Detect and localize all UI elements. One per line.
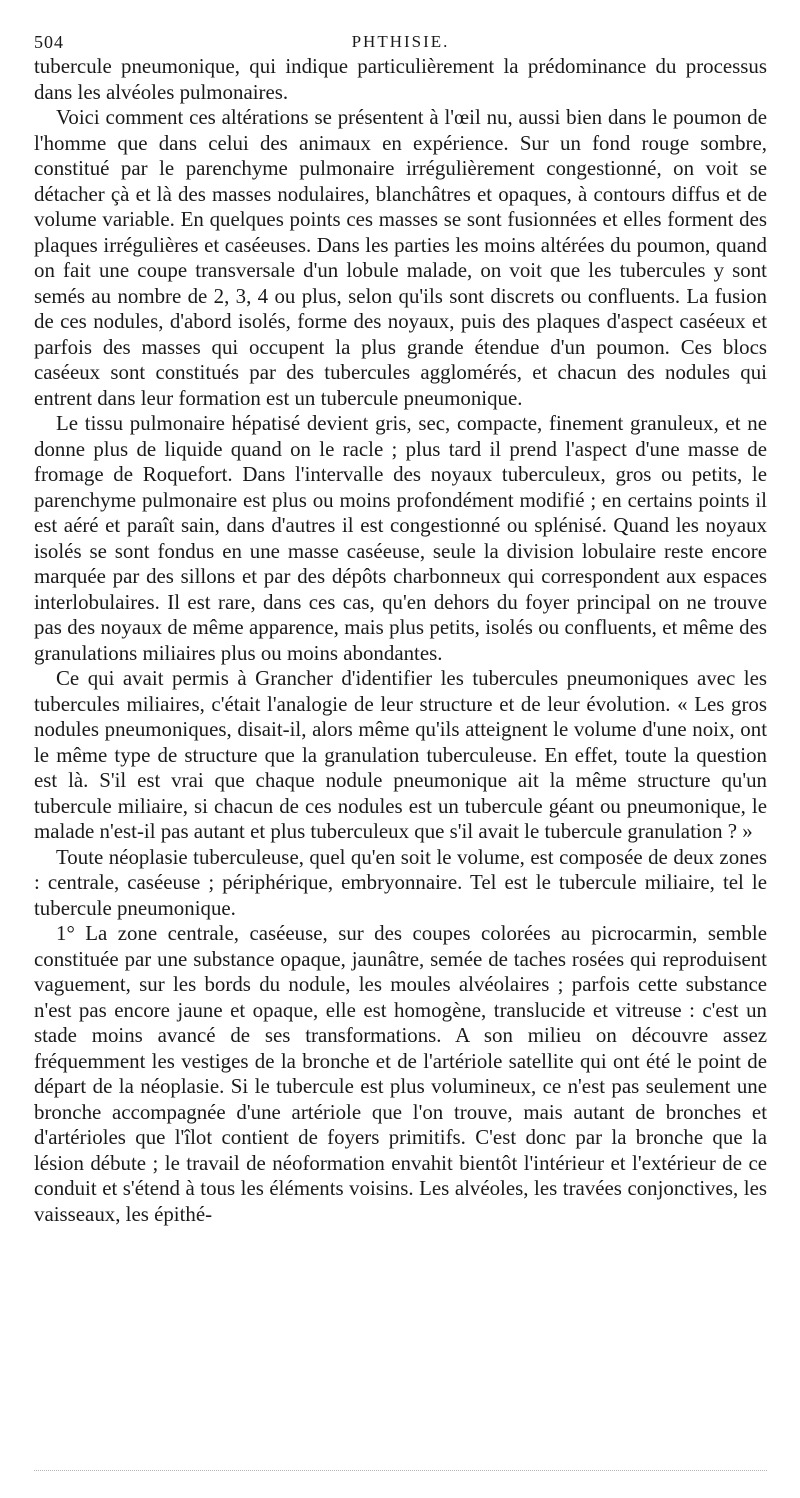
footer-rule	[34, 1470, 767, 1471]
page	[34, 28, 767, 1227]
page-number: 504	[34, 32, 64, 52]
page-header	[34, 28, 767, 54]
paragraph-continued: tubercule pneumonique, qui indique particulièrement la prédominance du processus dans les alvéoles pulmonaires.	[34, 54, 767, 104]
paragraph: Voici comment ces altérations se présentent à l'œil nu, aussi bien dans le poumon de l'homme que dans celui des animaux en expérience. Sur un fond rouge sombre, constitué par le parenchyme pulmonaire irrégulièrement congestionné, on voit se détacher çà et là des masses nodulaires, blanchâtres et opaques, à contours diffus et de volume variable. En quelques points ces masses se sont fusionnées et elles forment des plaques irrégulières et caséeuses. Dans les parties les moins altérées du poumon, quand on fait une coupe transversale d'un lobule malade, on voit que les tubercules y sont semés au nombre de 2, 3, 4 ou plus, selon qu'ils sont discrets ou confluents. La fusion de ces nodules, d'abord isolés, forme des noyaux, puis des plaques d'aspect caséeux et parfois des masses qui occupent la plus grande étendue d'un poumon. Ces blocs caséeux sont constitués par des tubercules agglomérés, et chacun des nodules qui entrent dans leur formation est un tubercule pneumonique.	[34, 105, 767, 410]
paragraph: Le tissu pulmonaire hépatisé devient gris, sec, compacte, finement granuleux, et ne donne plus de liquide quand on le racle ; plus tard il prend l'aspect d'une masse de fromage de Roquefort. Dans l'intervalle des noyaux tuberculeux, gros ou petits, le parenchyme pulmonaire est plus ou moins profondément modifié ; en certains points il est aéré et paraît sain, dans d'autres il est congestionné ou splénisé. Quand les noyaux isolés se sont fondus en une masse caséeuse, seule la division lobulaire reste encore marquée par des sillons et par des dépôts charbonneux qui correspondent aux espaces interlobulaires. Il est rare, dans ces cas, qu'en dehors du foyer principal on ne trouve pas des noyaux de même apparence, mais plus petits, isolés ou confluents, et même des granulations miliaires plus ou moins abondantes.	[34, 411, 767, 665]
paragraph: Ce qui avait permis à Grancher d'identifier les tubercules pneumoniques avec les tubercules miliaires, c'était l'analogie de leur structure et de leur évolution. « Les gros nodules pneumoniques, disait-il, alors même qu'ils atteignent le volume d'une noix, ont le même type de structure que la granulation tuberculeuse. En effet, toute la question est là. S'il est vrai que chaque nodule pneumonique ait la même structure qu'un tubercule miliaire, si chacun de ces nodules est un tubercule géant ou pneumonique, le malade n'est-il pas autant et plus tuberculeux que s'il avait le tubercule granulation ? »	[34, 666, 767, 843]
body-text	[34, 54, 767, 1227]
paragraph: Toute néoplasie tuberculeuse, quel qu'en soit le volume, est composée de deux zones : centrale, caséeuse ; périphérique, embryonnaire. Tel est le tubercule miliaire, tel le tubercule pneumonique.	[34, 844, 767, 920]
running-title: PHTHISIE.	[351, 32, 450, 51]
paragraph: 1° La zone centrale, caséeuse, sur des coupes colorées au picrocarmin, semble constituée par une substance opaque, jaunâtre, semée de taches rosées qui reproduisent vaguement, sur les bords du nodule, les moules alvéolaires ; parfois cette substance n'est pas encore jaune et opaque, elle est homogène, translucide et vitreuse : c'est un stade moins avancé de ses transformations. A son milieu on découvre assez fréquemment les vestiges de la bronche et de l'artériole satellite qui ont été le point de départ de la néoplasie. Si le tubercule est plus volumineux, ce n'est pas seulement une bronche accompagnée d'une artériole que l'on trouve, mais autant de bronches et d'artérioles que l'îlot contient de foyers primitifs. C'est donc par la bronche que la lésion débute ; le travail de néoformation envahit bientôt l'intérieur et l'extérieur de ce conduit et s'étend à tous les éléments voisins. Les alvéoles, les travées conjonctives, les vaisseaux, les épithé-	[34, 921, 767, 1226]
